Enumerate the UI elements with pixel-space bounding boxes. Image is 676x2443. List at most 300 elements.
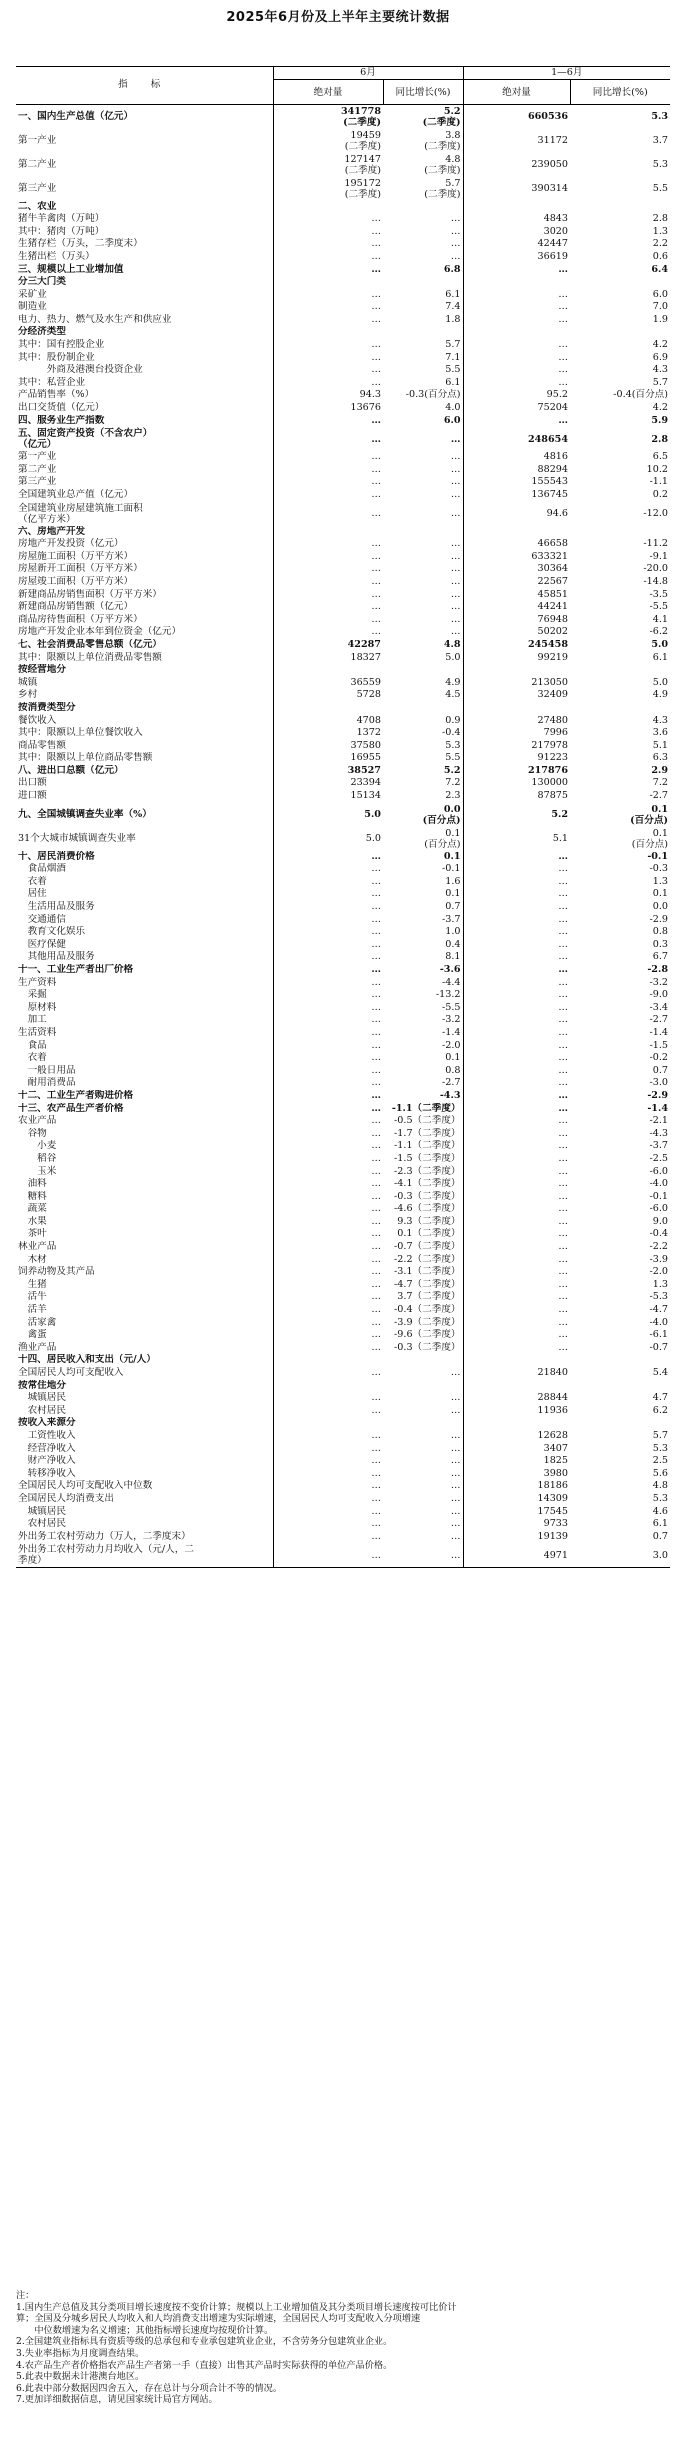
indicator-cell: 生活用品及服务 — [16, 901, 273, 914]
indicator-cell: 按经营地分 — [16, 664, 273, 677]
table-row — [16, 576, 670, 589]
indicator-cell: 全国建筑业总产值（亿元） — [16, 489, 273, 502]
table-row — [16, 626, 670, 639]
june-growth-cell: … — [383, 1543, 463, 1567]
june-growth-cell: … — [383, 489, 463, 502]
indicator-cell: 其中：限额以上单位商品零售额 — [16, 752, 273, 765]
footnote-line: 注： — [16, 2290, 35, 2301]
table-row — [16, 1203, 670, 1216]
h1-value-cell: … — [558, 1253, 569, 1265]
h1-growth-cell: 1.3 — [652, 225, 669, 237]
indicator-cell: 木材 — [16, 1254, 273, 1267]
june-growth-cell: … — [383, 563, 463, 576]
june-growth-cell: 5.7 — [383, 339, 463, 352]
h1-growth-cell: 0.8 — [652, 926, 669, 938]
june-growth-cell: 4.8 (二季度) — [383, 153, 463, 177]
h1-growth-cell: -6.2 — [649, 626, 669, 638]
indicator-cell: 加工 — [16, 1014, 273, 1027]
table-row — [16, 276, 670, 289]
june-value-cell — [273, 526, 383, 539]
h1-value-cell: 76948 — [537, 613, 569, 625]
indicator-cell: 猪牛羊禽肉（万吨） — [16, 213, 273, 226]
indicator-cell: 禽蛋 — [16, 1329, 273, 1342]
june-value-cell: … — [371, 288, 381, 300]
june-value-cell: 195172 (二季度) — [344, 177, 381, 200]
h1-growth-cell: 2.8 — [652, 213, 669, 225]
june-growth-cell: 5.2 — [383, 765, 463, 778]
table-row — [16, 765, 670, 778]
indicator-cell: 商品零售额 — [16, 740, 273, 753]
footnote-line: 4.农产品生产者价格指农产品生产者第一手（直接）出售其产品时实际获得的单位产品价格。 — [16, 2359, 393, 2371]
june-value-cell: … — [371, 1241, 381, 1253]
june-value-cell: … — [371, 1102, 381, 1114]
june-growth-cell: … — [383, 1480, 463, 1493]
h1-growth-cell: 7.0 — [652, 301, 669, 313]
june-value-cell: … — [371, 913, 381, 925]
h1-growth-cell: -3.9 — [649, 1253, 669, 1265]
table-row — [16, 827, 670, 851]
indicator-cell: 全国建筑业房屋建筑施工面积 （亿平方米） — [16, 502, 273, 526]
h1-growth-cell — [570, 276, 670, 289]
h1-growth-cell: 5.6 — [652, 1467, 669, 1479]
june-value-cell: … — [371, 875, 381, 887]
june-growth-cell: -0.1 — [383, 863, 463, 876]
indicator-cell: 外出务工农村劳动力月均收入（元/人，二 季度） — [16, 1543, 273, 1567]
june-growth-cell: 0.1 — [383, 1052, 463, 1065]
indicator-cell: 商品房待售面积（万平方米） — [16, 614, 273, 627]
table-row — [16, 289, 670, 302]
h1-value-cell: 22567 — [537, 575, 569, 587]
june-growth-cell: -3.7 — [383, 914, 463, 927]
june-value-cell: … — [371, 508, 381, 520]
h1-value-cell: … — [558, 301, 569, 313]
h1-growth-cell: 5.3 — [651, 111, 669, 123]
june-growth-cell: -3.2 — [383, 1014, 463, 1027]
june-growth-cell — [383, 702, 463, 715]
table-row — [16, 105, 670, 129]
june-growth-cell: 5.3 — [383, 740, 463, 753]
h1-value-cell: … — [558, 926, 569, 938]
h1-value-cell: 12628 — [537, 1429, 569, 1441]
h1-value-cell: … — [558, 1178, 569, 1190]
table-row — [16, 1077, 670, 1090]
h1-value-cell: 3407 — [543, 1442, 569, 1454]
h1-value-cell: … — [558, 1014, 569, 1026]
h1-value-cell: … — [558, 1266, 569, 1278]
h1-growth-cell: 5.3 — [652, 159, 669, 170]
table-row — [16, 1140, 670, 1153]
indicator-cell: 十二、工业生产者购进价格 — [16, 1090, 273, 1103]
h1-growth-cell: 6.0 — [652, 288, 669, 300]
june-growth-cell — [383, 664, 463, 677]
indicator-cell: 城镇居民 — [16, 1506, 273, 1519]
june-growth-cell: 6.1 — [383, 289, 463, 302]
june-growth-cell: 6.1 — [383, 377, 463, 390]
table-row — [16, 1014, 670, 1027]
june-value-cell: … — [371, 1077, 381, 1089]
h1-growth-cell: 4.3 — [652, 714, 669, 726]
june-value-cell — [273, 664, 383, 677]
june-value-header: 绝对量 — [273, 80, 383, 105]
june-value-cell — [273, 276, 383, 289]
h1-value-cell: … — [558, 1102, 569, 1114]
h1-growth-cell: -12.0 — [643, 508, 669, 520]
indicator-cell: 房屋竣工面积（万平方米） — [16, 576, 273, 589]
h1-growth-cell: -0.7 — [649, 1341, 669, 1353]
table-row — [16, 914, 670, 927]
indicator-cell: 31个大城市城镇调查失业率 — [16, 827, 273, 851]
june-value-cell: … — [371, 376, 381, 388]
h1-growth-cell: 1.9 — [652, 313, 669, 325]
table-row — [16, 502, 670, 526]
indicator-cell: 制造业 — [16, 301, 273, 314]
h1-value-cell: … — [558, 1329, 569, 1341]
h1-value-cell: … — [558, 1165, 569, 1177]
h1-growth-cell: 5.4 — [652, 1367, 669, 1379]
h1-value-cell: 21840 — [537, 1367, 569, 1379]
h1-growth-cell: -2.2 — [649, 1241, 669, 1253]
h1-growth-cell: -3.2 — [649, 976, 669, 988]
indicator-cell: 农村居民 — [16, 1405, 273, 1418]
indicator-cell: 新建商品房销售额（亿元） — [16, 601, 273, 614]
table-row — [16, 238, 670, 251]
table-row — [16, 1216, 670, 1229]
h1-value-cell: 11936 — [537, 1404, 569, 1416]
indicator-cell: 一、国内生产总值（亿元） — [16, 105, 273, 129]
h1-value-cell: … — [558, 901, 569, 913]
h1-growth-cell: 6.9 — [652, 351, 669, 363]
june-value-cell: … — [371, 563, 381, 575]
h1-value-cell: … — [558, 1001, 569, 1013]
h1-value-cell: 95.2 — [546, 389, 569, 401]
h1-growth-cell: 4.3 — [652, 364, 669, 376]
indicator-cell: 五、固定资产投资（不含农户） （亿元） — [16, 427, 273, 451]
h1-value-cell: … — [558, 376, 569, 388]
indicator-cell: 其中：股份制企业 — [16, 352, 273, 365]
h1-growth-cell: 0.0 — [652, 901, 669, 913]
table-row — [16, 1518, 670, 1531]
june-growth-cell: 4.5 — [383, 689, 463, 702]
h1-growth-cell: -4.0 — [649, 1316, 669, 1328]
h1-value-cell — [463, 664, 570, 677]
h1-growth-cell: -2.9 — [647, 1089, 669, 1101]
indicator-cell: 全国居民人均消费支出 — [16, 1493, 273, 1506]
indicator-cell: 生猪 — [16, 1279, 273, 1292]
june-value-cell — [273, 1354, 383, 1367]
h1-growth-cell: 2.9 — [651, 764, 669, 776]
h1-value-cell: … — [558, 875, 569, 887]
h1-header: 1—6月 — [463, 67, 670, 80]
indicator-cell: 采矿业 — [16, 289, 273, 302]
table-row — [16, 727, 670, 740]
indicator-cell: 稻谷 — [16, 1153, 273, 1166]
h1-value-cell — [463, 1417, 570, 1430]
table-row — [16, 714, 670, 727]
june-value-cell: … — [371, 351, 381, 363]
h1-growth-cell: -6.0 — [649, 1203, 669, 1215]
june-growth-cell — [383, 326, 463, 339]
h1-value-cell: 94.6 — [546, 508, 569, 520]
june-value-cell: 42287 — [347, 638, 381, 650]
table-row — [16, 326, 670, 339]
june-growth-cell: 7.2 — [383, 777, 463, 790]
h1-value-cell: 88294 — [537, 463, 569, 475]
h1-value-cell: 32409 — [537, 689, 569, 701]
june-value-cell: … — [371, 1190, 381, 1202]
june-header: 6月 — [273, 67, 463, 80]
june-value-cell: … — [273, 1543, 383, 1567]
indicator-cell: 饲养动物及其产品 — [16, 1266, 273, 1279]
june-growth-cell: -1.4 — [383, 1027, 463, 1040]
table-row — [16, 226, 670, 239]
table-row — [16, 526, 670, 539]
indicator-cell: 生产资料 — [16, 977, 273, 990]
june-value-cell: 16955 — [350, 752, 381, 764]
indicator-cell: 分三大门类 — [16, 276, 273, 289]
indicator-cell: 生活资料 — [16, 1027, 273, 1040]
table-row — [16, 251, 670, 264]
indicator-cell: 活家禽 — [16, 1317, 273, 1330]
h1-growth-cell: 4.7 — [652, 1392, 669, 1404]
h1-growth-cell — [570, 1417, 670, 1430]
h1-value-header: 绝对量 — [463, 80, 570, 105]
june-growth-cell: 7.1 — [383, 352, 463, 365]
june-value-cell: … — [371, 1140, 381, 1152]
june-value-cell: 37580 — [350, 739, 381, 751]
june-growth-cell: 0.8 — [383, 1065, 463, 1078]
june-value-cell: … — [371, 1127, 381, 1139]
indicator-cell: 衣着 — [16, 876, 273, 889]
h1-value-cell: 5.1 — [552, 833, 569, 845]
h1-growth-cell: -4.7 — [649, 1304, 669, 1316]
h1-growth-cell: 0.7 — [652, 1064, 669, 1076]
h1-growth-cell: -2.5 — [649, 1152, 669, 1164]
h1-value-cell — [463, 326, 570, 339]
june-value-cell: 1372 — [356, 727, 381, 739]
h1-value-cell: 130000 — [531, 777, 569, 789]
statistics-table — [16, 66, 670, 1568]
page-title: 2025年6月份及上半年主要统计数据 — [226, 10, 450, 25]
june-growth-cell: 7.4 — [383, 301, 463, 314]
table-row — [16, 1191, 670, 1204]
indicator-cell: 十四、居民收入和支出（元/人） — [16, 1354, 273, 1367]
h1-growth-cell: 0.1 — [652, 888, 669, 900]
h1-growth-cell: -3.0 — [649, 1077, 669, 1089]
june-value-cell: … — [371, 1253, 381, 1265]
indicator-cell: 城镇居民 — [16, 1392, 273, 1405]
june-value-cell: 5728 — [356, 689, 381, 701]
h1-growth-cell — [570, 526, 670, 539]
indicator-cell: 电力、热力、燃气及水生产和供应业 — [16, 314, 273, 327]
h1-value-cell: … — [558, 913, 569, 925]
june-growth-cell: -4.3 — [383, 1090, 463, 1103]
indicator-cell: 房地产开发投资（亿元） — [16, 538, 273, 551]
june-growth-cell: -1.1（二季度） — [383, 1140, 463, 1153]
indicator-cell: 水果 — [16, 1216, 273, 1229]
june-value-cell: … — [371, 588, 381, 600]
june-growth-cell: … — [383, 238, 463, 251]
table-row — [16, 1266, 670, 1279]
h1-growth-cell: -0.2 — [649, 1052, 669, 1064]
h1-growth-cell: 3.6 — [652, 727, 669, 739]
june-growth-cell: 6.8 — [383, 263, 463, 276]
indicator-cell: 活牛 — [16, 1291, 273, 1304]
june-value-cell: 18327 — [350, 651, 381, 663]
june-value-cell: … — [371, 238, 381, 250]
indicator-cell: 油料 — [16, 1178, 273, 1191]
h1-growth-cell — [570, 702, 670, 715]
h1-value-cell: 1825 — [543, 1455, 569, 1467]
june-value-cell: 15134 — [350, 790, 381, 802]
june-growth-cell: -0.4 — [383, 727, 463, 740]
h1-value-cell: … — [558, 964, 569, 976]
footnote-line: 6.此表中部分数据因四舍五入，存在总计与分项合计不等的情况。 — [16, 2382, 283, 2394]
indicator-cell: 其他用品及服务 — [16, 951, 273, 964]
table-row — [16, 876, 670, 889]
june-value-cell: … — [371, 1392, 381, 1404]
h1-growth-cell: -3.7 — [649, 1140, 669, 1152]
table-row — [16, 951, 670, 964]
june-growth-cell: … — [383, 464, 463, 477]
table-row — [16, 1254, 670, 1267]
june-growth-cell: -4.4 — [383, 977, 463, 990]
june-growth-cell: 0.7 — [383, 901, 463, 914]
table-row — [16, 964, 670, 977]
h1-value-cell: 42447 — [537, 238, 569, 250]
indicator-cell: 第一产业 — [16, 129, 273, 153]
indicator-cell: 三、规模以上工业增加值 — [16, 263, 273, 276]
h1-growth-cell: -6.1 — [649, 1329, 669, 1341]
june-growth-cell — [383, 526, 463, 539]
june-value-cell: … — [371, 1215, 381, 1227]
indicator-cell: 第二产业 — [16, 464, 273, 477]
table-row — [16, 1027, 670, 1040]
indicator-cell: 原材料 — [16, 1002, 273, 1015]
table-row — [16, 1430, 670, 1443]
june-growth-cell: -0.5（二季度） — [383, 1115, 463, 1128]
indicator-cell: 居住 — [16, 888, 273, 901]
june-growth-cell: -9.6（二季度） — [383, 1329, 463, 1342]
h1-growth-cell: 4.2 — [652, 339, 669, 351]
h1-value-cell: … — [558, 976, 569, 988]
june-value-cell: … — [371, 433, 381, 445]
june-value-cell: … — [371, 1026, 381, 1038]
h1-value-cell: … — [558, 1077, 569, 1089]
h1-growth-cell: -0.1 — [649, 1190, 669, 1202]
h1-growth-cell — [570, 664, 670, 677]
h1-value-cell: 248654 — [527, 433, 569, 445]
june-value-cell: … — [371, 926, 381, 938]
june-value-cell: 127147 (二季度) — [344, 153, 381, 176]
table-row — [16, 652, 670, 665]
june-growth-cell: -0.3（二季度） — [383, 1342, 463, 1355]
h1-value-cell: … — [558, 888, 569, 900]
h1-value-cell: … — [558, 1152, 569, 1164]
june-value-cell: … — [371, 1203, 381, 1215]
table-row — [16, 677, 670, 690]
indicator-cell: 耐用消费品 — [16, 1077, 273, 1090]
h1-value-cell: … — [558, 1127, 569, 1139]
h1-value-cell: … — [558, 1115, 569, 1127]
table-row — [16, 301, 670, 314]
h1-growth-cell: 6.5 — [652, 451, 669, 463]
indicator-cell: 出口交货值（亿元） — [16, 402, 273, 415]
table-row — [16, 664, 670, 677]
june-value-cell: … — [371, 1467, 381, 1479]
june-growth-cell: -4.1（二季度） — [383, 1178, 463, 1191]
june-value-cell: … — [371, 1115, 381, 1127]
indicator-cell: 八、进出口总额（亿元） — [16, 765, 273, 778]
table-row — [16, 803, 670, 827]
table-row — [16, 939, 670, 952]
table-row — [16, 1455, 670, 1468]
indicator-cell: 生猪出栏（万头） — [16, 251, 273, 264]
h1-value-cell: … — [558, 1052, 569, 1064]
table-row — [16, 415, 670, 428]
indicator-cell: 出口额 — [16, 777, 273, 790]
june-growth-cell: … — [383, 538, 463, 551]
h1-growth-cell: -4.0 — [649, 1178, 669, 1190]
footnote-line: 2.全国建筑业指标具有资质等级的总承包和专业承包建筑业企业，不含劳务分包建筑业企业。 — [16, 2336, 393, 2348]
indicator-cell: 四、服务业生产指数 — [16, 415, 273, 428]
h1-value-cell: … — [558, 1278, 569, 1290]
indicator-cell: 财产净收入 — [16, 1455, 273, 1468]
june-value-cell — [273, 326, 383, 339]
june-value-cell: … — [371, 463, 381, 475]
h1-growth-cell: 5.7 — [652, 376, 669, 388]
h1-growth-cell: 0.2 — [652, 489, 669, 501]
indicator-cell: 糖料 — [16, 1191, 273, 1204]
indicator-cell: 衣着 — [16, 1052, 273, 1065]
june-value-cell: … — [371, 1367, 381, 1379]
h1-value-cell: 217876 — [527, 764, 569, 776]
h1-growth-cell: -11.2 — [643, 538, 669, 550]
indicator-header: 指 标 — [16, 67, 273, 105]
june-value-cell — [273, 702, 383, 715]
table-row — [16, 1493, 670, 1506]
h1-growth-cell: 5.3 — [652, 1492, 669, 1504]
table-row — [16, 177, 670, 201]
indicator-cell: 其中：私营企业 — [16, 377, 273, 390]
indicator-cell: 其中：国有控股企业 — [16, 339, 273, 352]
table-row — [16, 1531, 670, 1544]
june-growth-cell: -4.7（二季度） — [383, 1279, 463, 1292]
june-value-cell: … — [371, 1165, 381, 1177]
h1-value-cell: 3020 — [543, 225, 569, 237]
h1-value-cell: 87875 — [537, 790, 569, 802]
table-row — [16, 1392, 670, 1405]
june-growth-cell: 0.4 — [383, 939, 463, 952]
june-growth-cell: 4.0 — [383, 402, 463, 415]
table-row — [16, 377, 670, 390]
june-growth-cell: 4.8 — [383, 639, 463, 652]
h1-growth-header: 同比增长(%) — [570, 80, 670, 105]
table-row — [16, 1165, 670, 1178]
june-growth-cell: 2.3 — [383, 790, 463, 803]
indicator-cell: 第二产业 — [16, 153, 273, 177]
h1-value-cell: … — [558, 1026, 569, 1038]
indicator-cell: 十三、农产品生产者价格 — [16, 1103, 273, 1116]
h1-growth-cell: -9.0 — [649, 989, 669, 1001]
june-growth-cell: -5.5 — [383, 1002, 463, 1015]
table-row — [16, 1153, 670, 1166]
h1-value-cell: 239050 — [531, 159, 569, 170]
june-value-cell: … — [371, 1505, 381, 1517]
h1-value-cell: 28844 — [537, 1392, 569, 1404]
h1-growth-cell: -20.0 — [643, 563, 669, 575]
h1-growth-cell: 4.6 — [652, 1505, 669, 1517]
june-growth-cell: 5.2 (二季度) — [383, 105, 463, 129]
